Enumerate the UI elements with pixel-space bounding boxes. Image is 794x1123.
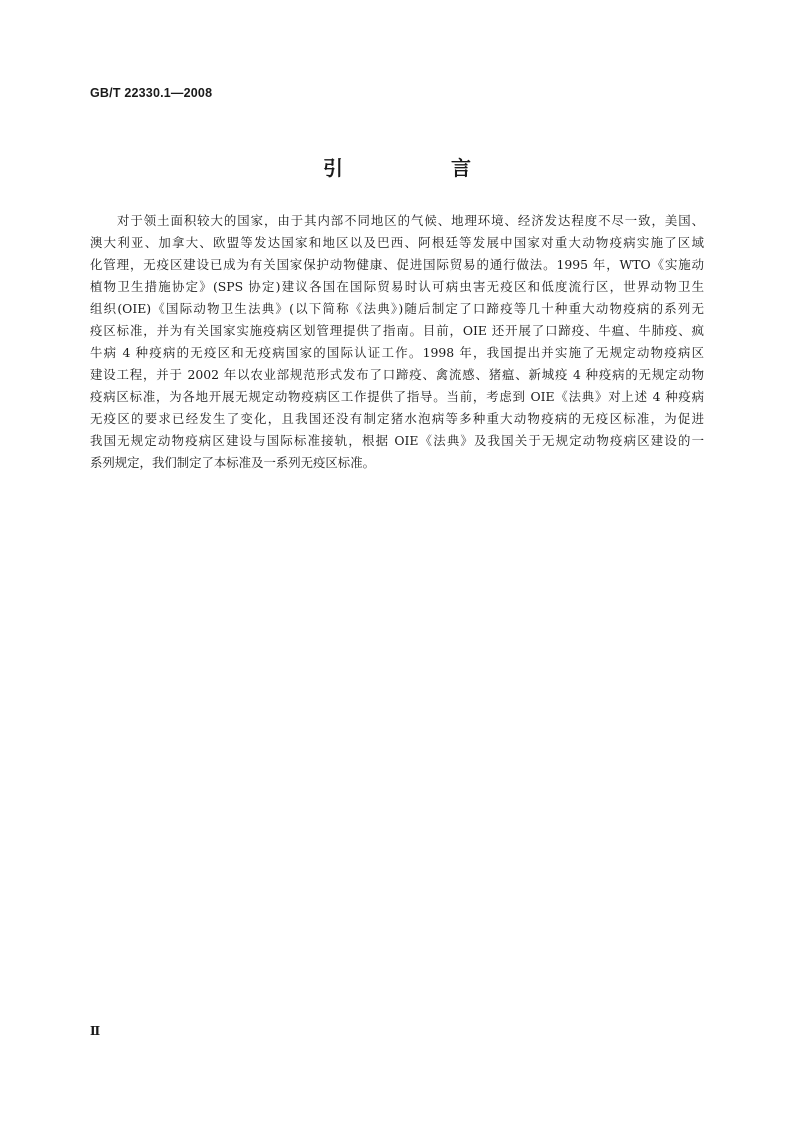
paragraph-line: 对于领土面积较大的国家，由于其内部不同地区的气候、地理环境、经济发达程度不尽一致，美国、 <box>117 213 704 228</box>
paragraph-line: 牛病 4 种疫病的无疫区和无疫病国家的国际认证工作。1998 年，我国提出并实施了无规定动物疫病区 <box>90 345 704 360</box>
paragraph-line: 疫病区标准，为各地开展无规定动物疫病区工作提供了指导。当前，考虑到 OIE《法典》对上述 4 种疫病 <box>90 389 704 404</box>
paragraph-line: 建设工程，并于 2002 年以农业部规范形式发布了口蹄疫、禽流感、猪瘟、新城疫 4 种疫病的无规定动物 <box>90 367 704 382</box>
paragraph-line: 我国无规定动物疫病区建设与国际标准接轨，根据 OIE《法典》及我国关于无规定动物疫病区建设的一 <box>90 433 704 448</box>
page-number: Ⅱ <box>90 1024 101 1038</box>
paragraph-line: 化管理，无疫区建设已成为有关国家保护动物健康、促进国际贸易的通行做法。1995 年，WTO《实施动 <box>90 257 704 272</box>
standard-code: GB/T 22330.1—2008 <box>90 86 213 100</box>
paragraph-line: 组织(OIE)《国际动物卫生法典》(以下简称《法典》)随后制定了口蹄疫等几十种重大动物疫病的系列无 <box>90 301 704 316</box>
introduction-paragraph <box>90 210 704 474</box>
paragraph-line: 系列规定，我们制定了本标准及一系列无疫区标准。 <box>90 455 375 470</box>
section-title: 引 言 <box>323 156 515 180</box>
paragraph-line: 植物卫生措施协定》(SPS 协定)建议各国在国际贸易时认可病虫害无疫区和低度流行区，世界动物卫生 <box>90 279 704 294</box>
paragraph-line: 疫区标准，并为有关国家实施疫病区划管理提供了指南。目前，OIE 还开展了口蹄疫、牛瘟、牛肺疫、疯 <box>90 323 704 338</box>
paragraph-line: 澳大利亚、加拿大、欧盟等发达国家和地区以及巴西、阿根廷等发展中国家对重大动物疫病实施了区域 <box>90 235 704 250</box>
paragraph-line: 无疫区的要求已经发生了变化，且我国还没有制定猪水泡病等多种重大动物疫病的无疫区标准，为促进 <box>90 411 704 426</box>
